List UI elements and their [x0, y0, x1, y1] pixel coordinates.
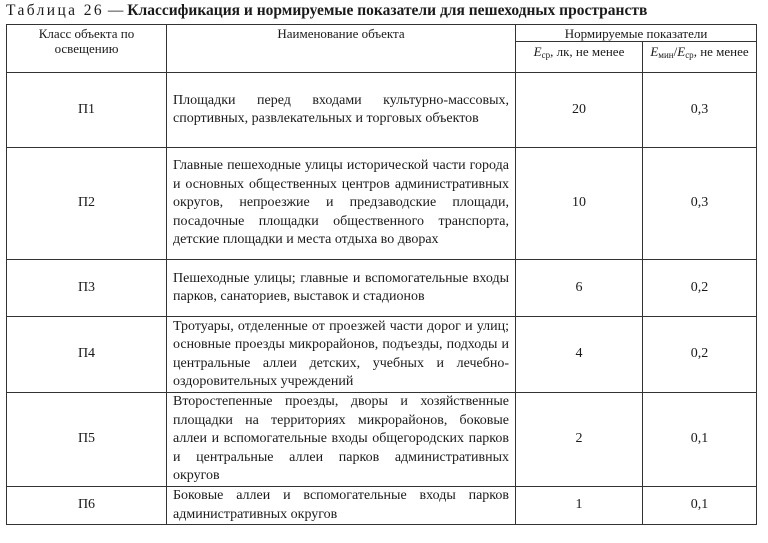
ratio-cell: 0,2	[643, 317, 757, 393]
table-row	[7, 148, 757, 260]
name-cell: Площадки перед входами культурно-массовых, спортивных, развлекательных и торговых объектов	[167, 73, 516, 148]
ratio-cell: 0,3	[643, 73, 757, 148]
header-name: Наименование объекта	[167, 25, 516, 73]
table-row	[7, 317, 757, 393]
table-row	[7, 260, 757, 317]
e-avg-cell: 20	[516, 73, 643, 148]
name-cell: Главные пешеходные улицы исторической части города и основных общественных центров административных округов, непроезжие и предзаводские площади, посадочные площадки общественного транспорта, детские площадки и места отдыха во дворах	[167, 148, 516, 260]
e-avg-cell: 2	[516, 393, 643, 487]
class-cell: П3	[7, 260, 167, 317]
name-cell: Боковые аллеи и вспомогательные входы парков административных округов	[167, 487, 516, 525]
ratio-cell: 0,3	[643, 148, 757, 260]
e-avg-cell: 4	[516, 317, 643, 393]
table-caption	[6, 2, 762, 20]
class-cell: П5	[7, 393, 167, 487]
ratio-cell: 0,1	[643, 393, 757, 487]
header-norms: Нормируемые показатели	[516, 25, 757, 42]
ratio-cell: 0,2	[643, 260, 757, 317]
class-cell: П6	[7, 487, 167, 525]
name-cell: Пешеходные улицы; главные и вспомогательные входы парков, санаториев, выставок и стадионов	[167, 260, 516, 317]
table-row	[7, 393, 757, 487]
class-cell: П2	[7, 148, 167, 260]
classification-table	[6, 24, 757, 525]
class-cell: П1	[7, 73, 167, 148]
e-avg-cell: 10	[516, 148, 643, 260]
ratio-cell: 0,1	[643, 487, 757, 525]
class-cell: П4	[7, 317, 167, 393]
name-cell: Тротуары, отделенные от проезжей части дорог и улиц; основные проезды микрорайонов, подъезды, подходы и центральные аллеи детских, учебных и лечебно-оздоровительных учреждений	[167, 317, 516, 393]
table-row	[7, 487, 757, 525]
table-number: Таблица 26	[6, 2, 105, 19]
e-avg-cell: 6	[516, 260, 643, 317]
header-class: Класс объекта по освещению	[7, 25, 167, 73]
header-e-ratio: $E_{мин}/E_{ср}$, не менее	[643, 42, 757, 73]
table-row	[7, 73, 757, 148]
name-cell: Второстепенные проезды, дворы и хозяйственные площадки на территориях микрорайонов, боковые аллеи и вспомогательные входы общегородских парков и центральные аллеи парков административных округов	[167, 393, 516, 487]
header-e-avg: $E_{ср}$, лк, не менее	[516, 42, 643, 73]
e-avg-cell: 1	[516, 487, 643, 525]
caption-dash: —	[104, 2, 128, 19]
table-title: Классификация и нормируемые показатели для пешеходных пространств	[127, 2, 648, 19]
